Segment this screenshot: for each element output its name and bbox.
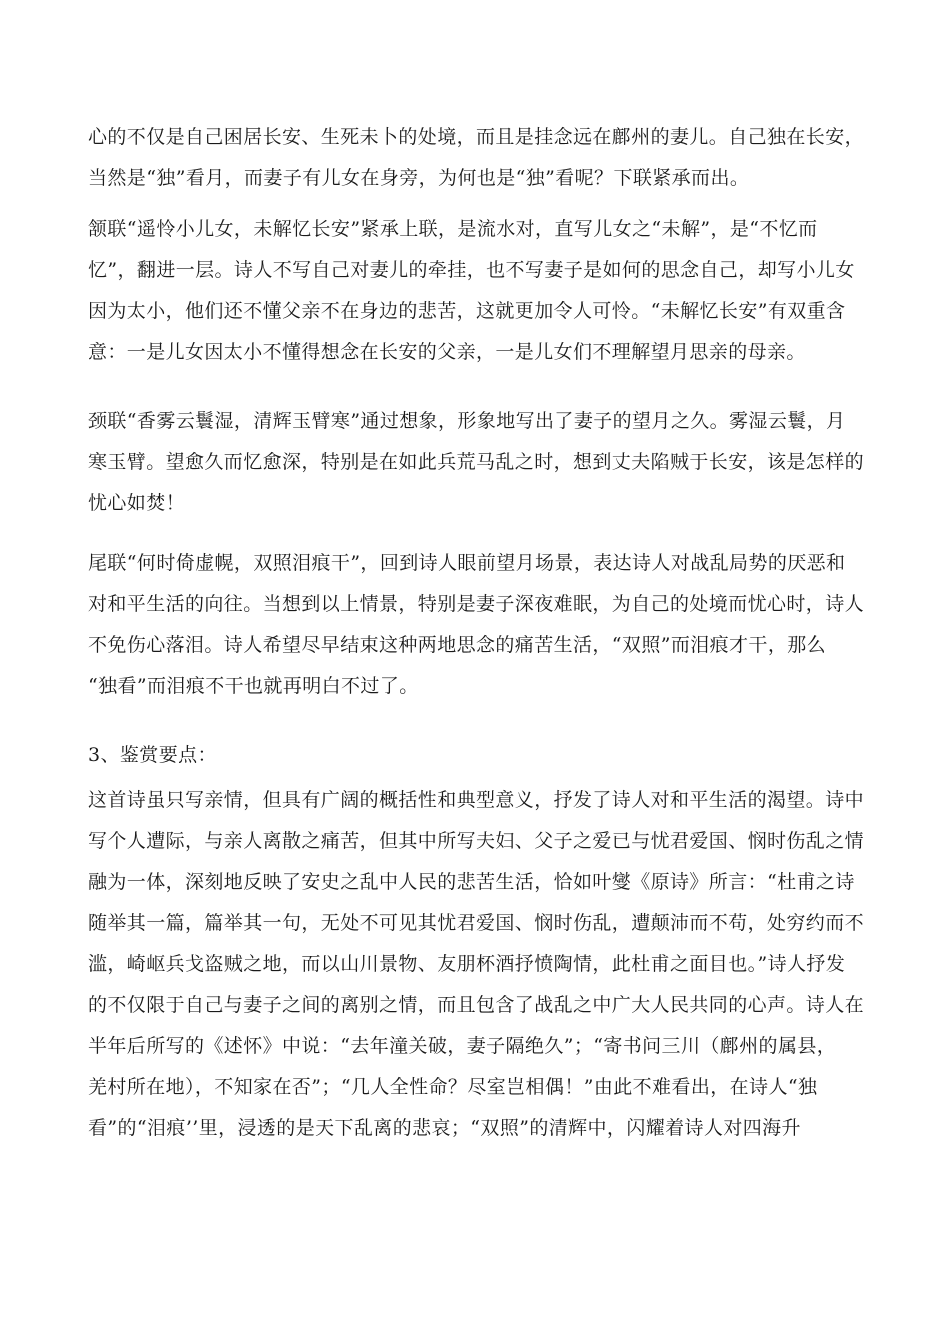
text-line: 这首诗虽只写亲情，但具有广阔的概括性和典型意义，抒发了诗人对和平生活的渴望。诗中	[88, 789, 865, 811]
text-line: 颔联“遥怜小儿女，未解忆长安”紧承上联，是流水对，直写儿女之“未解”，是“不忆而	[88, 218, 818, 240]
paragraph-hanlian	[88, 209, 864, 373]
text-line: 因为太小，他们还不懂父亲不在身边的悲苦，这就更加令人可怜。“未解忆长安”有双重含	[88, 300, 846, 322]
text-line: 看”的“泪痕’’里，浸透的是天下乱离的悲哀；“双照”的清辉中，闪耀着诗人对四海升	[88, 1117, 801, 1139]
text-line: 忆”，翻进一层。诗人不写自己对妻儿的牵挂，也不写妻子是如何的思念自己，却写小儿女	[88, 259, 855, 281]
text-line: 寒玉臂。望愈久而忆愈深，特别是在如此兵荒马乱之时，想到丈夫陷贼于长安，该是怎样的	[88, 451, 865, 473]
paragraph-continuation	[88, 117, 864, 199]
text-line: 融为一体，深刻地反映了安史之乱中人民的悲苦生活，恰如叶燮《原诗》所言：“杜甫之诗	[88, 871, 855, 893]
text-line: 尾联“何时倚虚幌，双照泪痕干”，回到诗人眼前望月场景，表达诗人对战乱局势的厌恶和	[88, 552, 846, 574]
text-line: 不免伤心落泪。诗人希望尽早结束这种两地思念的痛苦生活，“双照”而泪痕才干，那么	[88, 634, 827, 656]
text-line: 半年后所写的《述怀》中说：“去年潼关破，妻子隔绝久”；“寄书问三川（鄜州的属县，	[88, 1035, 837, 1057]
text-line: 颈联“香雾云鬟湿，清辉玉臂寒”通过想象，形象地写出了妻子的望月之久。雾湿云鬟，月	[88, 410, 846, 432]
text-line: “独看”而泪痕不干也就再明白不过了。	[88, 675, 419, 697]
text-line: 滥，崎岖兵戈盗贼之地，而以山川景物、友朋杯酒抒愤陶情，此杜甫之面目也。”诗人抒发	[88, 953, 846, 975]
text-line: 随举其一篇，篇举其一句，无处不可见其忧君爱国、悯时伤乱，遭颠沛而不苟，处穷约而不	[88, 912, 865, 934]
section-heading	[88, 735, 864, 776]
text-line: 当然是“独”看月，而妻子有儿女在身旁，为何也是“独”看呢？下联紧承而出。	[88, 167, 750, 189]
text-line: 忧心如焚！	[88, 492, 186, 514]
text-line: 写个人遭际，与亲人离散之痛苦，但其中所写夫妇、父子之爱已与忧君爱国、悯时伤乱之情	[88, 830, 865, 852]
paragraph-appreciation	[88, 780, 864, 1149]
text-line: 羌村所在地），不知家在否”；“几人全性命？尽室岂相偶！”由此不难看出，在诗人“独	[88, 1076, 818, 1098]
paragraph-weilian	[88, 543, 864, 707]
heading-text: 3、鉴赏要点：	[88, 744, 217, 766]
text-line: 对和平生活的向往。当想到以上情景，特别是妻子深夜难眠，为自己的处境而忧心时，诗人	[88, 593, 865, 615]
text-line: 心的不仅是自己困居长安、生死未卜的处境，而且是挂念远在鄜州的妻儿。自己独在长安，	[88, 126, 865, 148]
text-line: 的不仅限于自己与妻子之间的离别之情，而且包含了战乱之中广大人民共同的心声。诗人在	[88, 994, 865, 1016]
paragraph-jinglian	[88, 401, 864, 524]
text-line: 意：一是儿女因太小不懂得想念在长安的父亲，一是儿女们不理解望月思亲的母亲。	[88, 341, 806, 363]
